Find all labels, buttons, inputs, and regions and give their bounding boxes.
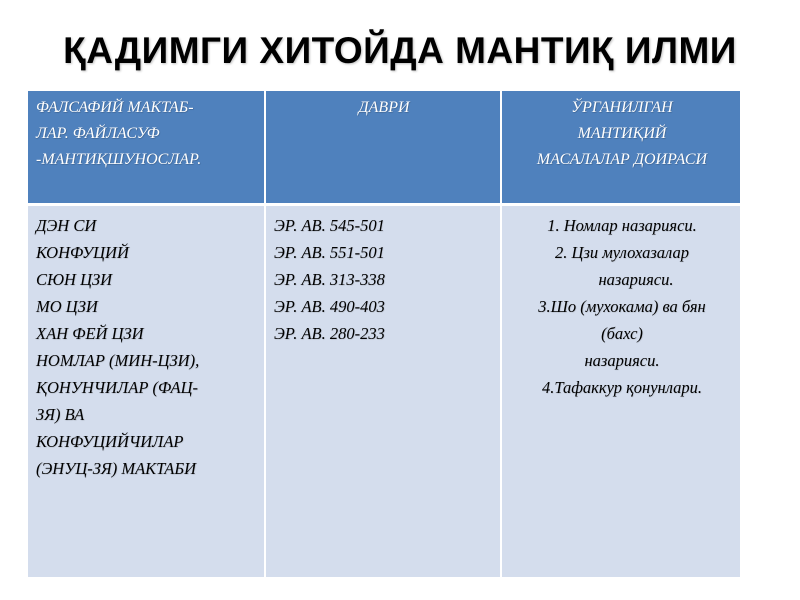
- list-item: КОНФУЦИЙЧИЛАР: [36, 432, 184, 451]
- header-line: ЎРГАНИЛГАН: [571, 99, 673, 116]
- header-line: МАСАЛАЛАР ДОИРАСИ: [536, 151, 708, 168]
- list-item: ХАН ФЕЙ ЦЗИ: [36, 324, 144, 343]
- list-item: назарияси.: [598, 270, 674, 289]
- header-line: ЛАР. ФАЙЛАСУФ: [36, 125, 160, 142]
- list-item: ЭР. АВ. 313-338: [274, 270, 385, 289]
- list-item: ЭР. АВ. 545-501: [274, 216, 385, 235]
- list-item: ЭР. АВ. 551-501: [274, 243, 385, 262]
- slide-title: ҚАДИМГИ ХИТОЙДА МАНТИҚ ИЛМИ: [63, 30, 737, 71]
- header-line: -МАНТИҚШУНОСЛАР.: [36, 151, 202, 168]
- cell-problems: [501, 205, 740, 578]
- list-item: 1. Номлар назарияси.: [547, 216, 697, 235]
- header-philosophical-schools: [28, 91, 265, 205]
- list-item: (ЭНУЦ-ЗЯ) МАКТАБИ: [36, 459, 197, 478]
- header-line: ФАЛСАФИЙ МАКТАБ-: [36, 99, 194, 116]
- list-item: 4.Тафаккур қонунлари.: [541, 378, 703, 397]
- header-line: ДАВРИ: [358, 99, 410, 116]
- list-item: ЭР. АВ. 490-403: [274, 297, 385, 316]
- cell-periods: [265, 205, 501, 578]
- list-item: КОНФУЦИЙ: [36, 243, 129, 262]
- header-line: МАНТИҚИЙ: [577, 125, 667, 142]
- list-item: ЭР. АВ. 280-233: [274, 324, 385, 343]
- header-period: [265, 91, 501, 205]
- list-item: МО ЦЗИ: [36, 297, 98, 316]
- list-item: (бахс): [601, 324, 643, 343]
- header-logical-problems: [501, 91, 740, 205]
- list-item: назарияси.: [584, 351, 660, 370]
- logic-table: [28, 91, 740, 577]
- list-item: 3.Шо (мухокама) ва бян: [538, 297, 706, 316]
- list-item: ЗЯ) ВА: [36, 405, 85, 424]
- list-item: НОМЛАР (МИН-ЦЗИ),: [36, 351, 200, 370]
- list-item: СЮН ЦЗИ: [36, 270, 113, 289]
- list-item: ҚОНУНЧИЛАР (ФАЦ-: [36, 378, 198, 397]
- table-header-row: [28, 91, 740, 205]
- list-item: 2. Цзи мулохазалар: [555, 243, 689, 262]
- table-row: [28, 205, 740, 578]
- list-item: ДЭН СИ: [36, 216, 97, 235]
- cell-philosophers: [28, 205, 265, 578]
